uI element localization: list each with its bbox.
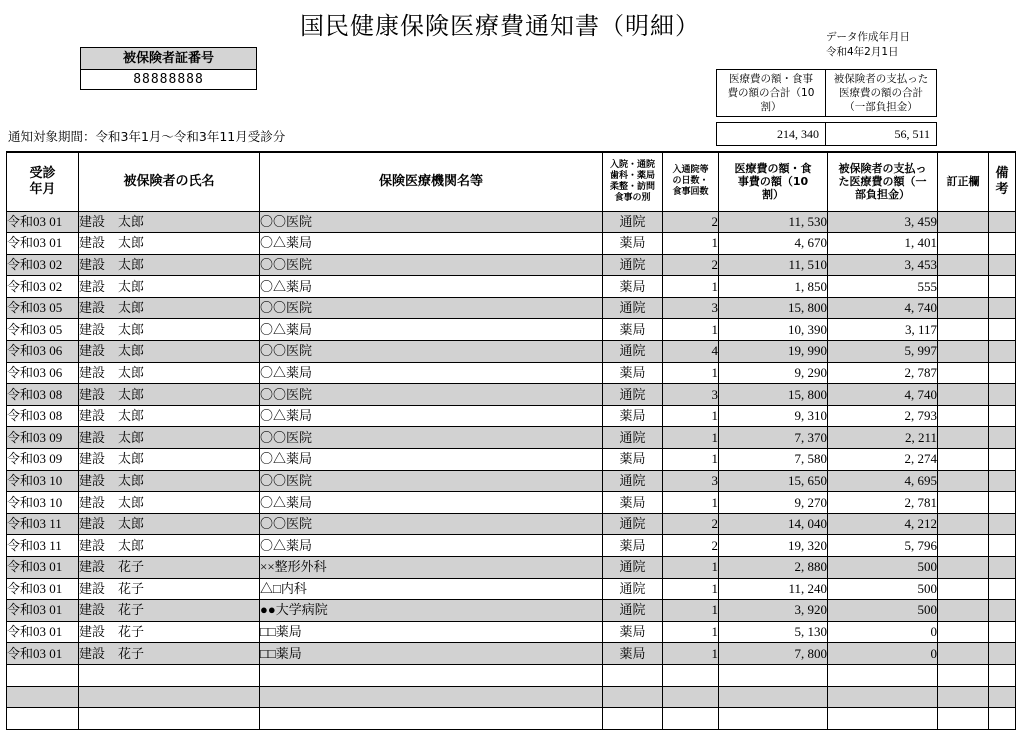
cell-remarks <box>989 708 1016 730</box>
cell-institution: 〇〇医院 <box>260 513 603 535</box>
cell-category: 通院 <box>603 470 663 492</box>
cell-institution: 〇△薬局 <box>260 233 603 255</box>
cell-remarks <box>989 449 1016 471</box>
cell-institution: 〇〇医院 <box>260 297 603 319</box>
cell-visit-month: 令和03 10 <box>7 492 79 514</box>
cell-remarks <box>989 557 1016 579</box>
col-paid-amount: 被保険者の支払った医療費の額（一部負担金） <box>828 152 938 211</box>
cell-category: 通院 <box>603 427 663 449</box>
cell-institution <box>260 708 603 730</box>
cell-correction <box>938 643 989 665</box>
cell-remarks <box>989 405 1016 427</box>
cell-medical-cost: 3, 920 <box>719 600 828 622</box>
cell-paid-amount <box>828 664 938 686</box>
cell-institution: ●●大学病院 <box>260 600 603 622</box>
cell-paid-amount: 3, 453 <box>828 254 938 276</box>
cell-remarks <box>989 362 1016 384</box>
cell-category: 薬局 <box>603 449 663 471</box>
cell-visit-month: 令和03 01 <box>7 557 79 579</box>
table-row <box>7 708 1016 730</box>
cell-patient-name: 建設 太郎 <box>79 233 260 255</box>
cell-days: 1 <box>663 643 719 665</box>
cell-paid-amount: 4, 740 <box>828 297 938 319</box>
cell-category: 通院 <box>603 557 663 579</box>
cell-patient-name: 建設 太郎 <box>79 319 260 341</box>
cell-patient-name: 建設 花子 <box>79 621 260 643</box>
cell-remarks <box>989 621 1016 643</box>
cell-patient-name: 建設 太郎 <box>79 405 260 427</box>
summary-total-value: 214, 340 <box>717 123 826 145</box>
col-correction: 訂正欄 <box>938 152 989 211</box>
cell-patient-name: 建設 太郎 <box>79 254 260 276</box>
table-row <box>7 211 1016 233</box>
table-row <box>7 427 1016 449</box>
cell-correction <box>938 449 989 471</box>
cell-category: 薬局 <box>603 233 663 255</box>
cell-days: 3 <box>663 384 719 406</box>
cell-category: 通院 <box>603 578 663 600</box>
cell-visit-month: 令和03 01 <box>7 600 79 622</box>
created-date-block <box>826 30 910 60</box>
cell-correction <box>938 557 989 579</box>
cell-patient-name: 建設 太郎 <box>79 211 260 233</box>
cell-days: 2 <box>663 513 719 535</box>
cell-correction <box>938 233 989 255</box>
cell-paid-amount: 500 <box>828 578 938 600</box>
cell-paid-amount: 4, 740 <box>828 384 938 406</box>
cell-medical-cost: 4, 670 <box>719 233 828 255</box>
cell-paid-amount: 0 <box>828 643 938 665</box>
cell-patient-name: 建設 太郎 <box>79 513 260 535</box>
cell-days: 2 <box>663 535 719 557</box>
cell-patient-name: 建設 太郎 <box>79 276 260 298</box>
cell-paid-amount: 1, 401 <box>828 233 938 255</box>
cell-institution: 〇〇医院 <box>260 470 603 492</box>
cell-institution: 〇〇医院 <box>260 211 603 233</box>
table-row <box>7 276 1016 298</box>
cell-patient-name: 建設 花子 <box>79 557 260 579</box>
table-header-row <box>7 152 1016 211</box>
cell-visit-month: 令和03 05 <box>7 297 79 319</box>
cell-medical-cost <box>719 664 828 686</box>
cell-correction <box>938 341 989 363</box>
cell-medical-cost: 11, 530 <box>719 211 828 233</box>
cell-days: 1 <box>663 449 719 471</box>
cell-correction <box>938 513 989 535</box>
cell-remarks <box>989 513 1016 535</box>
col-patient-name: 被保険者の氏名 <box>79 152 260 211</box>
created-date-label: データ作成年月日 <box>826 31 910 43</box>
table-row <box>7 341 1016 363</box>
cell-paid-amount: 2, 781 <box>828 492 938 514</box>
table-row <box>7 535 1016 557</box>
cell-patient-name <box>79 686 260 708</box>
cell-patient-name: 建設 太郎 <box>79 535 260 557</box>
table-row <box>7 643 1016 665</box>
cell-patient-name: 建設 花子 <box>79 600 260 622</box>
cell-category: 薬局 <box>603 405 663 427</box>
cell-days: 1 <box>663 427 719 449</box>
cell-correction <box>938 686 989 708</box>
cell-days: 2 <box>663 254 719 276</box>
cell-remarks <box>989 427 1016 449</box>
cell-paid-amount: 5, 997 <box>828 341 938 363</box>
cell-medical-cost: 15, 800 <box>719 384 828 406</box>
cell-paid-amount: 4, 212 <box>828 513 938 535</box>
cell-remarks <box>989 211 1016 233</box>
cell-category: 通院 <box>603 341 663 363</box>
cell-category: 薬局 <box>603 276 663 298</box>
cell-medical-cost: 5, 130 <box>719 621 828 643</box>
cell-correction <box>938 276 989 298</box>
cell-medical-cost: 1, 850 <box>719 276 828 298</box>
cell-category <box>603 686 663 708</box>
cell-medical-cost: 11, 240 <box>719 578 828 600</box>
table-row <box>7 405 1016 427</box>
cell-paid-amount <box>828 686 938 708</box>
cell-paid-amount: 2, 787 <box>828 362 938 384</box>
cell-days <box>663 686 719 708</box>
cell-institution: 〇〇医院 <box>260 341 603 363</box>
cell-institution <box>260 664 603 686</box>
cell-category <box>603 708 663 730</box>
cell-visit-month: 令和03 06 <box>7 341 79 363</box>
cell-patient-name: 建設 太郎 <box>79 427 260 449</box>
cell-patient-name: 建設 太郎 <box>79 297 260 319</box>
cell-patient-name: 建設 太郎 <box>79 384 260 406</box>
cell-visit-month: 令和03 01 <box>7 621 79 643</box>
cell-category: 薬局 <box>603 643 663 665</box>
cell-category: 薬局 <box>603 535 663 557</box>
cell-remarks <box>989 341 1016 363</box>
col-visit-month: 受診年月 <box>7 152 79 211</box>
summary-header <box>716 69 937 117</box>
cell-remarks <box>989 254 1016 276</box>
cell-medical-cost: 9, 270 <box>719 492 828 514</box>
cell-patient-name: 建設 太郎 <box>79 449 260 471</box>
cell-category: 通院 <box>603 384 663 406</box>
cell-medical-cost: 11, 510 <box>719 254 828 276</box>
cell-days: 1 <box>663 362 719 384</box>
table-row <box>7 362 1016 384</box>
cell-medical-cost: 7, 580 <box>719 449 828 471</box>
cell-days: 1 <box>663 405 719 427</box>
cell-patient-name: 建設 太郎 <box>79 362 260 384</box>
cell-days: 1 <box>663 276 719 298</box>
cell-days: 3 <box>663 297 719 319</box>
cell-medical-cost: 15, 800 <box>719 297 828 319</box>
cell-paid-amount: 2, 274 <box>828 449 938 471</box>
cell-correction <box>938 708 989 730</box>
cell-category <box>603 664 663 686</box>
cell-visit-month: 令和03 09 <box>7 427 79 449</box>
table-row <box>7 254 1016 276</box>
table-row <box>7 492 1016 514</box>
cell-visit-month: 令和03 10 <box>7 470 79 492</box>
cell-institution: 〇〇医院 <box>260 427 603 449</box>
cell-remarks <box>989 276 1016 298</box>
cell-visit-month: 令和03 01 <box>7 211 79 233</box>
cell-visit-month: 令和03 11 <box>7 513 79 535</box>
cell-remarks <box>989 578 1016 600</box>
cell-days: 1 <box>663 600 719 622</box>
cell-correction <box>938 405 989 427</box>
cell-days: 1 <box>663 621 719 643</box>
cell-remarks <box>989 664 1016 686</box>
cell-category: 通院 <box>603 600 663 622</box>
cell-medical-cost: 7, 800 <box>719 643 828 665</box>
cell-medical-cost: 19, 990 <box>719 341 828 363</box>
cell-paid-amount: 500 <box>828 600 938 622</box>
cell-institution: 〇△薬局 <box>260 362 603 384</box>
table-row <box>7 686 1016 708</box>
cell-days: 1 <box>663 319 719 341</box>
cell-correction <box>938 600 989 622</box>
col-medical-cost: 医療費の額・食事費の額（10割） <box>719 152 828 211</box>
cell-remarks <box>989 384 1016 406</box>
cell-days: 2 <box>663 211 719 233</box>
cell-medical-cost: 9, 310 <box>719 405 828 427</box>
table-row <box>7 319 1016 341</box>
table-row <box>7 578 1016 600</box>
cell-visit-month: 令和03 01 <box>7 643 79 665</box>
cell-institution <box>260 686 603 708</box>
cell-visit-month <box>7 686 79 708</box>
cell-paid-amount: 4, 695 <box>828 470 938 492</box>
cell-category: 薬局 <box>603 362 663 384</box>
cell-days: 4 <box>663 341 719 363</box>
cell-institution: 〇△薬局 <box>260 492 603 514</box>
summary-paid-label: 被保険者の支払った医療費の額の合計（一部負担金） <box>833 73 929 113</box>
cell-paid-amount <box>828 708 938 730</box>
cell-patient-name: 建設 花子 <box>79 578 260 600</box>
cell-visit-month: 令和03 02 <box>7 276 79 298</box>
col-days: 入通院等の日数・食事回数 <box>663 152 719 211</box>
cell-days: 1 <box>663 578 719 600</box>
cell-remarks <box>989 470 1016 492</box>
cell-correction <box>938 362 989 384</box>
cell-institution: □□薬局 <box>260 621 603 643</box>
cell-paid-amount: 2, 793 <box>828 405 938 427</box>
cell-paid-amount: 500 <box>828 557 938 579</box>
cell-days: 1 <box>663 557 719 579</box>
cell-category: 薬局 <box>603 319 663 341</box>
cell-medical-cost: 19, 320 <box>719 535 828 557</box>
cell-paid-amount: 555 <box>828 276 938 298</box>
notice-period: 通知対象期間：令和3年1月～令和3年11月受診分 <box>8 129 286 144</box>
table-row <box>7 557 1016 579</box>
cell-paid-amount: 5, 796 <box>828 535 938 557</box>
cell-patient-name: 建設 花子 <box>79 643 260 665</box>
cell-category: 薬局 <box>603 492 663 514</box>
cell-paid-amount: 0 <box>828 621 938 643</box>
cell-correction <box>938 621 989 643</box>
cell-correction <box>938 384 989 406</box>
cell-category: 通院 <box>603 254 663 276</box>
table-row <box>7 664 1016 686</box>
cell-visit-month: 令和03 08 <box>7 405 79 427</box>
cell-correction <box>938 470 989 492</box>
cell-institution: 〇〇医院 <box>260 254 603 276</box>
cell-institution: 〇△薬局 <box>260 405 603 427</box>
cell-remarks <box>989 643 1016 665</box>
cell-paid-amount: 3, 459 <box>828 211 938 233</box>
col-institution: 保険医療機関名等 <box>260 152 603 211</box>
cell-correction <box>938 427 989 449</box>
cell-institution: 〇△薬局 <box>260 319 603 341</box>
cell-institution: □□薬局 <box>260 643 603 665</box>
cell-visit-month: 令和03 05 <box>7 319 79 341</box>
cell-correction <box>938 319 989 341</box>
insured-number-value: 88888888 <box>133 72 204 87</box>
insured-number-box <box>80 47 257 90</box>
cell-visit-month: 令和03 08 <box>7 384 79 406</box>
table-row <box>7 600 1016 622</box>
cell-visit-month <box>7 664 79 686</box>
cell-correction <box>938 535 989 557</box>
cell-patient-name <box>79 664 260 686</box>
cell-institution: 〇〇医院 <box>260 384 603 406</box>
cell-category: 通院 <box>603 211 663 233</box>
summary-paid-value: 56, 511 <box>894 127 930 141</box>
cell-category: 通院 <box>603 513 663 535</box>
table-row <box>7 297 1016 319</box>
cell-correction <box>938 254 989 276</box>
cell-institution: 〇△薬局 <box>260 276 603 298</box>
table-row <box>7 470 1016 492</box>
cell-visit-month: 令和03 01 <box>7 578 79 600</box>
table-row <box>7 384 1016 406</box>
cell-remarks <box>989 297 1016 319</box>
cell-days: 1 <box>663 492 719 514</box>
insured-number-label: 被保険者証番号 <box>81 48 256 70</box>
cell-days: 1 <box>663 233 719 255</box>
table-row <box>7 233 1016 255</box>
cell-remarks <box>989 600 1016 622</box>
detail-table <box>6 151 1016 730</box>
cell-medical-cost <box>719 708 828 730</box>
created-date-value: 令和4年2月1日 <box>826 46 899 58</box>
cell-days: 3 <box>663 470 719 492</box>
cell-medical-cost: 14, 040 <box>719 513 828 535</box>
cell-institution: 〇△薬局 <box>260 449 603 471</box>
cell-visit-month <box>7 708 79 730</box>
cell-patient-name: 建設 太郎 <box>79 492 260 514</box>
cell-remarks <box>989 535 1016 557</box>
cell-paid-amount: 2, 211 <box>828 427 938 449</box>
cell-remarks <box>989 233 1016 255</box>
cell-patient-name: 建設 太郎 <box>79 341 260 363</box>
cell-visit-month: 令和03 11 <box>7 535 79 557</box>
summary-values <box>716 122 937 146</box>
cell-visit-month: 令和03 01 <box>7 233 79 255</box>
cell-visit-month: 令和03 06 <box>7 362 79 384</box>
col-remarks: 備考 <box>989 152 1016 211</box>
table-row <box>7 621 1016 643</box>
cell-institution: △□内科 <box>260 578 603 600</box>
cell-institution: 〇△薬局 <box>260 535 603 557</box>
page-title: 国民健康保険医療費通知書（明細） <box>300 12 700 40</box>
cell-medical-cost: 7, 370 <box>719 427 828 449</box>
cell-medical-cost: 2, 880 <box>719 557 828 579</box>
cell-days <box>663 708 719 730</box>
cell-medical-cost: 15, 650 <box>719 470 828 492</box>
cell-patient-name: 建設 太郎 <box>79 470 260 492</box>
cell-medical-cost: 10, 390 <box>719 319 828 341</box>
cell-remarks <box>989 686 1016 708</box>
cell-patient-name <box>79 708 260 730</box>
cell-correction <box>938 492 989 514</box>
cell-medical-cost <box>719 686 828 708</box>
table-row <box>7 513 1016 535</box>
cell-correction <box>938 211 989 233</box>
cell-correction <box>938 578 989 600</box>
cell-remarks <box>989 319 1016 341</box>
cell-institution: ××整形外科 <box>260 557 603 579</box>
cell-category: 薬局 <box>603 621 663 643</box>
cell-visit-month: 令和03 09 <box>7 449 79 471</box>
cell-medical-cost: 9, 290 <box>719 362 828 384</box>
cell-correction <box>938 297 989 319</box>
cell-category: 通院 <box>603 297 663 319</box>
table-row <box>7 449 1016 471</box>
summary-total-label: 医療費の額・食事費の額の合計（10割） <box>717 70 826 116</box>
cell-paid-amount: 3, 117 <box>828 319 938 341</box>
cell-days <box>663 664 719 686</box>
cell-visit-month: 令和03 02 <box>7 254 79 276</box>
cell-correction <box>938 664 989 686</box>
cell-remarks <box>989 492 1016 514</box>
col-category: 入院・通院歯科・薬局柔整・訪問食事の別 <box>603 152 663 211</box>
